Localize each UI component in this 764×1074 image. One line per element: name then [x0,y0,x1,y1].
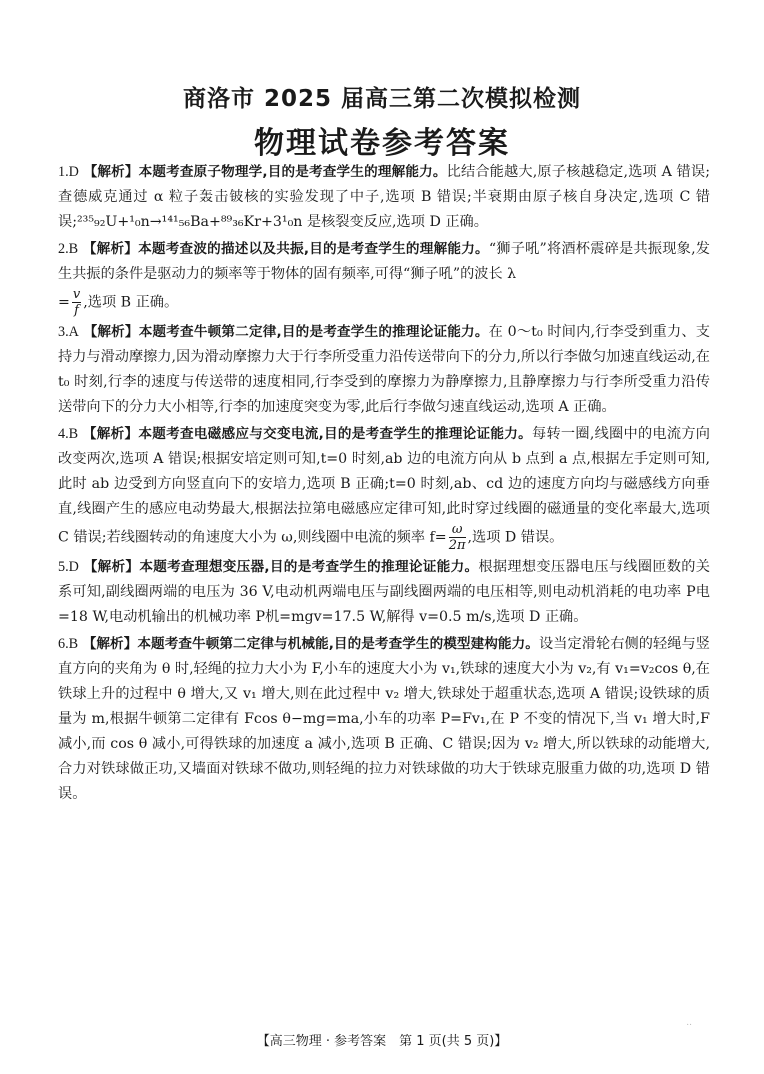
answer-item-2: 2.B 【解析】本题考查波的描述以及共振,目的是考查学生的理解能力。“狮子吼”将酒杯震碎是共振现象,发生共振的条件是驱动力的频率等于物体的固有频率,可得“狮子吼”的波长 λ = $\frac{v}{f}$ ,选项 B 正确。 [58,241,710,318]
answer-keyword: 【解析】本题考查理想变压器,目的是考查学生的推理论证能力。 [83,559,479,575]
answer-list [58,160,710,809]
page-subtitle: 物理试卷参考答案 [254,126,510,161]
answer-keyword: 【解析】本题考查波的描述以及共振,目的是考查学生的理解能力。 [82,241,489,257]
fraction: $\frac{v}{f}$ [72,287,81,318]
answer-item-6 [58,632,710,807]
answer-number: 6.B [58,636,79,652]
answer-item-3 [58,320,710,420]
answer-text: 每转一圈,线圈中的电流方向改变两次,选项 A 错误;根据安培定则可知,t=0 时刻,ab 边的电流方向从 b 点到 a 点,根据左手定则可知,此时 ab 边受到方向竖直向下的安培力,选项 B 正确;t=0 时刻,ab、cd 边的速度方向均与磁感线方向垂直,线圈产生的感应电动势最大,根据法拉第电磁感应定律可知,此时穿过线圈的磁通量的变化率最大,选项 C 错误;若线圈转动的角速度大小为 ω,则线圈中电流的频率 f= [58,426,710,546]
corner-mark: .. [686,1018,692,1028]
answer-text: 比结合能越大,原子核越稳定,选项 A 错误;查德威克通过 α 粒子轰击铍核的实验发现了中子,选项 B 错误;半衰期由原子核自身决定,选项 C 错误;²³⁵₉₂U+¹₀n→¹⁴¹₅₆Ba+⁸⁹₃₆Kr+3¹₀n 是核裂变反应,选项 D 正确。 [58,164,710,230]
answer-keyword: 【解析】本题考查牛顿第二定律与机械能,目的是考查学生的模型建构能力。 [82,636,539,652]
answer-text: 在 0～t₀ 时间内,行李受到重力、支持力与滑动摩擦力,因为滑动摩擦力大于行李所受重力沿传送带向下的分力,所以行李做匀加速直线运动,在 t₀ 时刻,行李的速度与传送带的速度相同,行李受到的摩擦力为静摩擦力,且静摩擦力与行李所受重力沿传送带向下的分力大小相等,行李的加速度突变为零,此后行李做匀速直线运动,选项 A 正确。 [58,324,710,415]
page-title: 商洛市 2025 届高三第二次模拟检测 [182,86,582,112]
answer-text: “狮子吼”将酒杯震碎是共振现象,发生共振的条件是驱动力的频率等于物体的固有频率,可得“狮子吼”的波长 λ [58,241,710,282]
answer-number: 5.D [58,559,79,575]
page-footer: 【高三物理 · 参考答案 第 1 页(共 5 页)】 [256,1034,508,1049]
answer-item-5 [58,555,710,630]
answer-keyword: 【解析】本题考查牛顿第二定律,目的是考查学生的推理论证能力。 [83,324,489,340]
answer-text: 根据理想变压器电压与线圈匝数的关系可知,副线圈两端的电压为 36 V,电动机两端电压与副线圈两端的电压相等,则电动机消耗的电功率 P电=18 W,电动机输出的机械功率 P机=mgv=17.5 W,解得 v=0.5 m/s,选项 D 正确。 [58,559,710,625]
fraction: $\frac{\omega}{2\pi}$ [448,522,466,553]
answer-keyword: 【解析】本题考查原子物理学,目的是考查学生的理解能力。 [83,164,447,180]
answer-number: 3.A [58,324,79,340]
answer-text-tail: ,选项 B 正确。 [83,294,179,311]
answer-item-4 [58,422,710,553]
answer-text-tail: ,选项 D 错误。 [467,529,564,546]
answer-item-1 [58,160,710,235]
answer-keyword: 【解析】本题考查电磁感应与交变电流,目的是考查学生的推理论证能力。 [82,426,532,442]
answer-number: 4.B [58,426,79,442]
answer-text: 设当定滑轮右侧的轻绳与竖直方向的夹角为 θ 时,轻绳的拉力大小为 F,小车的速度大小为 v₁,铁球的速度大小为 v₂,有 v₁=v₂cos θ,在铁球上升的过程中 θ 增大,又 v₁ 增大,则在此过程中 v₂ 增大,铁球处于超重状态,选项 A 错误;设铁球的质量为 m,根据牛顿第二定律有 Fcos θ−mg=ma,小车的功率 P=Fv₁,在 P 不变的情况下,当 v₁ 增大时,F 减小,而 cos θ 减小,可得铁球的加速度 a 减小,选项 B 正确、C 错误;因为 v₂ 增大,所以铁球的动能增大,合力对铁球做正功,又墙面对铁球不做功,则轻绳的拉力对铁球做的功大于铁球克服重力做的功,选项 D 错误。 [58,636,710,802]
answer-number: 1.D [58,164,79,180]
answer-number: 2.B [58,241,79,257]
